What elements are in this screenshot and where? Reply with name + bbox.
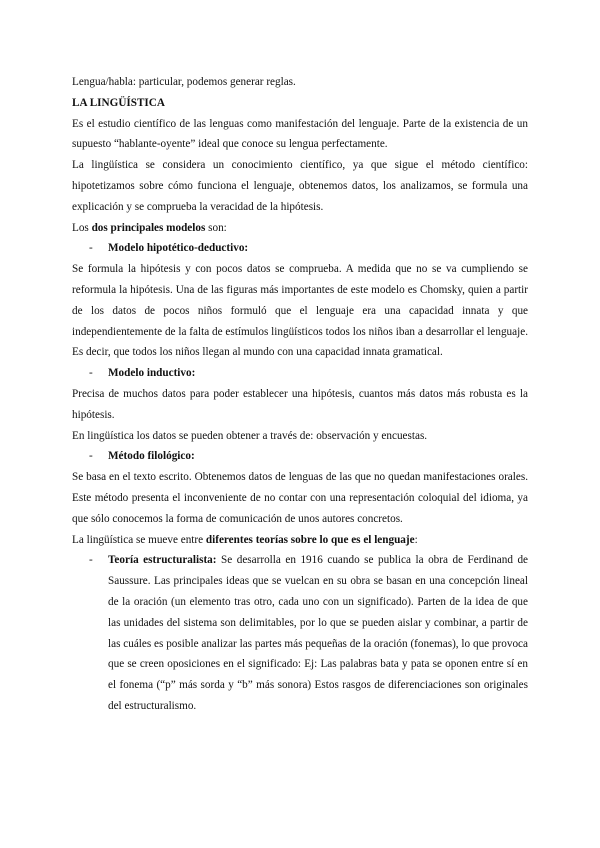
theories-intro-bold: diferentes teorías sobre lo que es el lenguaje	[205, 533, 415, 546]
list-dash: -	[89, 450, 93, 463]
model-2-text-2: En lingüística los datos se pueden obtener a través de: observación y encuestas.	[72, 429, 428, 442]
paragraph-scientific-method: La lingüística se considera un conocimiento científico, ya que sigue el método científico: hipotetizamos sobre cómo funciona el lenguaje, obtenemos datos, los analizamos, se formula una explicación y se comprueba la veracidad de la hipótesis.	[72, 159, 528, 213]
theories-intro-post: :	[414, 533, 418, 546]
models-intro-pre: Los	[72, 221, 92, 234]
models-intro	[72, 218, 528, 239]
models-intro-post: son:	[205, 221, 227, 234]
paragraph-definition: Es el estudio científico de las lenguas como manifestación del lenguaje. Parte de la existencia de un supuesto “hablante-oyente” ideal que conoce su lengua perfectamente.	[72, 117, 528, 151]
document-body	[72, 72, 528, 717]
model-2-text: Precisa de muchos datos para poder establecer una hipótesis, cuantos más datos más robusta es la hipótesis.	[72, 387, 528, 421]
list-dash: -	[89, 367, 93, 380]
list-item-model-3	[72, 446, 528, 467]
model-3-title: Método filológico:	[108, 450, 195, 463]
theories-intro	[72, 530, 528, 551]
section-heading: LA LINGÜÍSTICA	[72, 96, 165, 109]
intro-line: Lengua/habla: particular, podemos generar reglas.	[72, 76, 296, 88]
list-item-model-1	[72, 238, 528, 259]
model-1-text: Se formula la hipótesis y con pocos datos se comprueba. A medida que no se va cumpliendo se reformula la hipótesis. Una de las figuras más importantes de este modelo es Chomsky, quien a partir de los datos de pocos niños formuló que el lenguaje era una capacidad innata y que independientemente de la falta de estímulos lingüísticos todos los niños iban a desarrollar el lenguaje. Es decir, que todos los niños llegan al mundo con una capacidad innata gramatical.	[72, 263, 528, 359]
model-2-title: Modelo inductivo:	[108, 367, 196, 380]
model-1-title: Modelo hipotético-deductivo:	[108, 242, 249, 255]
models-intro-bold: dos principales modelos	[91, 221, 206, 234]
theory-1-title: Teoría estructuralista:	[108, 554, 217, 567]
model-3-text: Se basa en el texto escrito. Obtenemos datos de lenguas de las que no quedan manifestaciones orales. Este método presenta el inconveniente de no contar con una representación coloquial del idioma, ya que sólo conocemos la forma de comunicación de unos autores concretos.	[72, 471, 528, 525]
theory-1-text: Se desarrolla en 1916 cuando se publica la obra de Ferdinand de Saussure. Las principales ideas que se vuelcan en su obra se basan en una concepción lineal de la oración (un elemento tras otro, cada uno con un significado). Parten de la idea de que las unidades del sistema son delimitables, por lo que se pueden aislar y combinar, a partir de las cuáles es posible analizar las partes más pequeñas de la oración (fonemas), lo que provoca que se creen oposiciones en el significado: Ej: Las palabras bata y pata se oponen entre sí en el fonema (“p” más sorda y “b” más sonora) Estos rasgos de diferenciaciones son originales del estructuralismo.	[108, 554, 529, 712]
list-item-model-2	[72, 363, 528, 384]
list-dash: -	[89, 242, 93, 255]
list-dash: -	[89, 554, 93, 567]
list-item-theory-1	[72, 550, 528, 716]
theories-intro-pre: La lingüística se mueve entre	[72, 533, 206, 546]
